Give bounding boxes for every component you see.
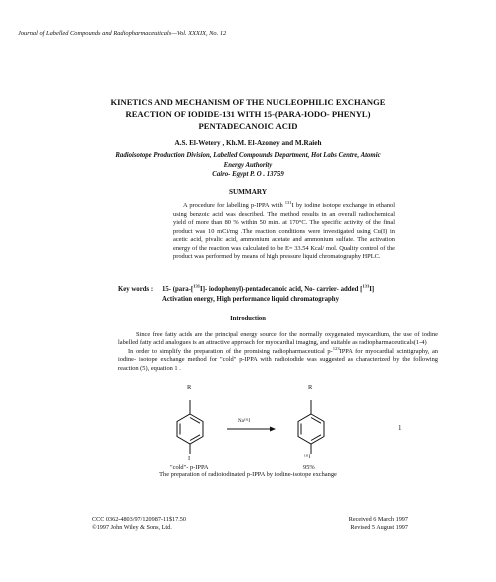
intro-paragraph-1-text: Since free fatty acids are the principal energy source for the normally oxygenated myocardium, the use of iodine labelled fatty acid analogues is an attractive approach for myocardial imaging, and suitable as radiopharmaceuticals(1-4) [118,331,438,347]
keywords-sup2: 131 [362,283,370,289]
intro-paragraph-2-text-a: In order to simplify the preparation of the promising radiopharmaceutical p- [128,347,333,355]
revised-date: Revised 5 August 1997 [350,524,408,531]
received-date: Received 6 March 1997 [348,516,408,523]
title-line-1: KINETICS AND MECHANISM OF THE NUCLEOPHILIC EXCHANGE [110,97,386,107]
keywords-line-2: Activation energy, High performance liquid chromatography [162,295,339,303]
title-line-3: PENTADECANOIC ACID [198,121,298,131]
journal-header: Journal of Labelled Compounds and Radiopharmaceuticals—Vol. XXXIX, No. 12 [18,30,227,37]
keywords [118,285,438,304]
title-line-2: REACTION OF IODIDE-131 WITH 15-(PARA-IODO- PHENYL) [125,109,371,119]
affiliation-line-2: Energy Authority [223,161,273,169]
authors: A.S. El-Wetery , Kh.M. El-Azoney and M.Raieh [174,139,322,147]
product-yield: 95% [303,464,315,471]
product-top-substituent: R [308,384,313,391]
keywords-label: Key words : [118,286,154,293]
intro-paragraph-2 [118,345,438,373]
intro-paragraph-2-sup: 123 [332,345,340,351]
summary-text-b: I by iodine isotope exchange in ethanol using benzoic acid was described. The method results in an overall radiochemical yield of more than 80 % within 50 min. at 170°C. The specific activity of the final product was 10 mCi/mg .The reaction conditions were investigated using Cu(I) in acetic acid, pivalic acid, ammonium acetate and ammonium sulfate. The activation energy of the reaction was calculated to be E= 33.54 Kcal/ mol. Quality control of the product was performed by means of high pressure liquid chromatography HPLC. [173,202,395,260]
keywords-sup1: 131 [193,283,201,289]
copyright: ©1997 John Wiley & Sons, Ltd. [92,524,172,531]
reactant-top-substituent: R [187,384,192,391]
article-title [0,96,496,132]
reactant-bottom-substituent: I [188,455,191,462]
product-bottom-substituent: ¹³¹I [304,455,311,460]
intro-paragraph-1 [118,331,438,348]
summary-text [173,199,395,262]
introduction-heading: Introduction [230,315,266,322]
footer-right [349,516,408,532]
affiliation-line-1: Radioisotope Production Division, Labelled Compounds Department, Hot Labs Centre, Atomic [115,152,381,159]
reactant-structure [177,400,203,454]
footer-left [92,516,186,532]
summary-sup: 131 [284,199,292,205]
product-structure [298,400,324,454]
summary-text-a: A procedure for labelling p-IPPA with [183,202,283,209]
product-ring [298,414,324,444]
keywords-part1: 15- (para-[ [162,286,194,293]
affiliation [0,151,496,180]
keywords-part2: I]- iodophenyl)-pentadecanoic acid, No- carrier- added [ [200,286,363,293]
reactant-label: "cold"- p-IPPA [170,464,209,471]
equation-number: 1 [398,424,402,432]
ccc-code: CCC 0362-4803/97/120987-11$17.50 [92,516,186,523]
arrow-label: Na¹³¹I [238,419,250,424]
keywords-part3: I] [369,286,375,293]
reaction-scheme [0,380,496,472]
affiliation-line-3: Cairo- Egypt P. O . 13759 [212,171,284,178]
intro-paragraph-2-text-b: IPPA for myocardial scintigraphy, an iodine- isotope exchange method for "cold" p-IPPA with radioiodide was suggested as characterized by the following reaction (5), equation 1 . [118,347,438,372]
summary-heading: SUMMARY [228,188,268,196]
scheme-caption: The preparation of radioiodinated p-IPPA by iodine-isotope exchange [159,471,337,478]
reactant-ring [177,414,203,444]
introduction-body [118,331,438,373]
reaction-arrow [227,427,276,432]
